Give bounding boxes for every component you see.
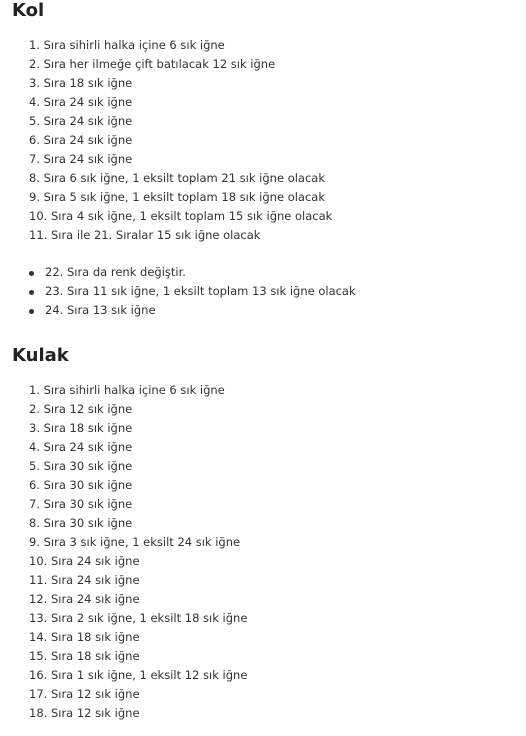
section-title-kulak: Kulak (12, 345, 69, 366)
bullet-icon (29, 271, 34, 276)
bullet-icon (29, 290, 34, 295)
section-title-kol: Kol (12, 0, 45, 21)
bullet-icon (29, 309, 34, 314)
